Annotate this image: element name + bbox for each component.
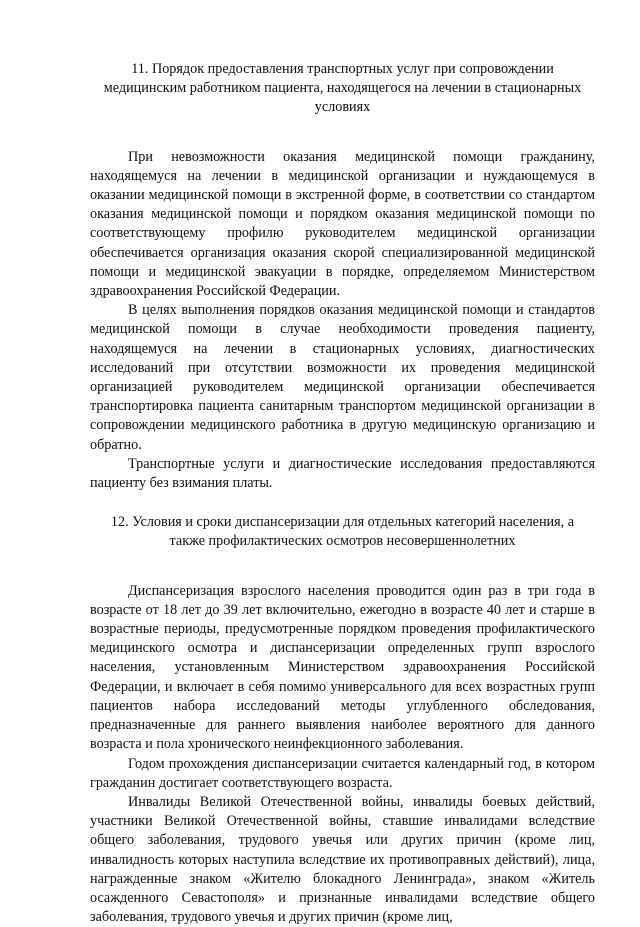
section-12: [90, 513, 595, 927]
paragraph: Инвалиды Великой Отечественной войны, инвалиды боевых действий, участники Великой Отечественной войны, ставшие инвалидами вследствие общего заболевания, трудового увечья или других причин (кроме лиц, инвалидность которых наступила вследствие их противоправных действий), лица, награжденные знаком «Жителю блокадного Ленинграда», знаком «Житель осажденного Севастополя» и признанные инвалидами вследствие общего заболевания, трудового увечья и других причин (кроме лиц,: [90, 793, 595, 926]
document-page: [90, 60, 595, 927]
section-heading: 11. Порядок предоставления транспортных услуг при сопровождении медицинским работником пациента, находящегося на лечении в стационарных условиях: [103, 61, 582, 116]
section-11: [90, 60, 595, 493]
paragraph: Диспансеризация взрослого населения проводится один раз в три года в возрасте от 18 лет до 39 лет включительно, ежегодно в возрасте 40 лет и старше в возрастные периоды, предусмотренные порядком проведения профилактического медицинского осмотра и диспансеризации определенных групп взрослого населения, установленным Министерством здравоохранения Российской Федерации, и включает в себя помимо универсального для всех возрастных групп пациентов набора исследований методы углубленного обследования, предназначенные для раннего выявления наиболее вероятного для данного возраста и пола хронического неинфекционного заболевания.: [90, 582, 595, 753]
paragraph: В целях выполнения порядков оказания медицинской помощи и стандартов медицинской помощи в случае необходимости проведения пациенту, находящемуся на лечении в стационарных условиях, диагностических исследований при отсутствии возможности их проведения медицинской организацией руководителем медицинской организации обеспечивается транспортировка пациента санитарным транспортом медицинской организации в сопровождении медицинского работника в другую медицинскую организацию и обратно.: [90, 302, 595, 453]
paragraph: Транспортные услуги и диагностические исследования предоставляются пациенту без взимания платы.: [90, 455, 595, 492]
section-heading: 12. Условия и сроки диспансеризации для отдельных категорий населения, а также профилактических осмотров несовершеннолетних: [110, 514, 575, 550]
paragraph: Годом прохождения диспансеризации считается календарный год, в котором гражданин достигает соответствующего возраста.: [90, 755, 595, 791]
paragraph: При невозможности оказания медицинской помощи гражданину, находящемуся на лечении в медицинской организации и нуждающемуся в оказании медицинской помощи в экстренной форме, в соответствии со стандартом оказания медицинской помощи и порядком оказания медицинской помощи по соответствующему профилю руководителем медицинской организации обеспечивается организация оказания скорой специализированной медицинской помощи и медицинской эвакуации в порядке, определяемом Министерством здравоохранения Российской Федерации.: [90, 148, 595, 300]
